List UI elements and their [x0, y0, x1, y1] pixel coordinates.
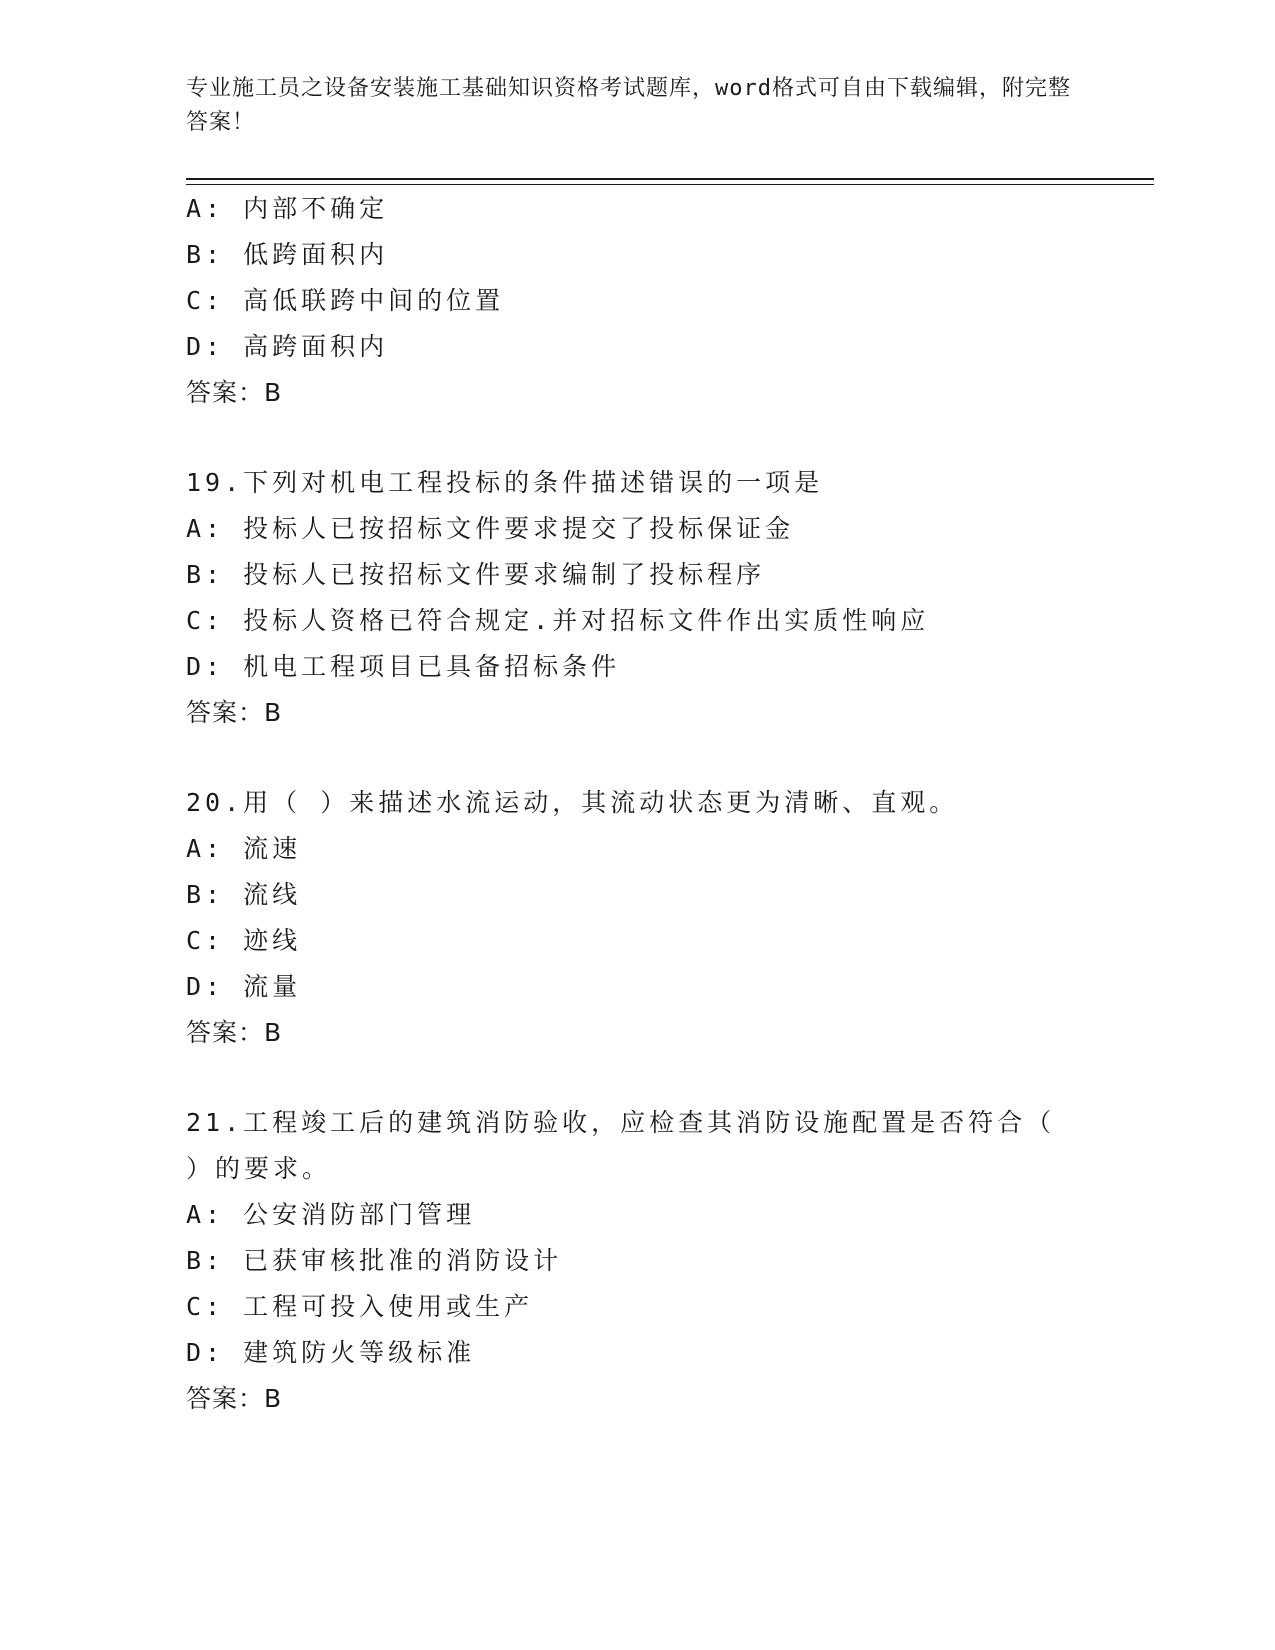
spacer	[186, 736, 1154, 780]
option-a: A: 公安消防部门管理	[186, 1200, 476, 1229]
answer-line: 答案：B	[186, 1384, 283, 1413]
option-c: C: 工程可投入使用或生产	[186, 1292, 534, 1321]
question-20	[186, 780, 1154, 1056]
question-21	[186, 1100, 1154, 1422]
document-header: 专业施工员之设备安装施工基础知识资格考试题库，word格式可自由下载编辑，附完整答案！	[186, 76, 1071, 135]
option-d: D: 建筑防火等级标准	[186, 1338, 476, 1367]
option-d: D: 机电工程项目已具备招标条件	[186, 652, 621, 681]
option-c: C: 迹线	[186, 926, 302, 955]
answer-line: 答案：B	[186, 1018, 283, 1047]
option-d: D: 高跨面积内	[186, 332, 389, 361]
question-text: 19.下列对机电工程投标的条件描述错误的一项是	[186, 468, 824, 497]
question-18	[186, 186, 1154, 416]
option-c: C: 投标人资格已符合规定.并对招标文件作出实质性响应	[186, 606, 930, 635]
option-b: B: 已获审核批准的消防设计	[186, 1246, 563, 1275]
header-divider-thin	[186, 184, 1154, 185]
option-d: D: 流量	[186, 972, 302, 1001]
answer-line: 答案：B	[186, 698, 283, 727]
option-a: A: 投标人已按招标文件要求提交了投标保证金	[186, 514, 795, 543]
answer-line: 答案：B	[186, 378, 283, 407]
option-b: B: 流线	[186, 880, 302, 909]
option-b: B: 低跨面积内	[186, 240, 389, 269]
option-b: B: 投标人已按招标文件要求编制了投标程序	[186, 560, 766, 589]
option-c: C: 高低联跨中间的位置	[186, 286, 505, 315]
spacer	[186, 1056, 1154, 1100]
question-text: 20.用（ ）来描述水流运动，其流动状态更为清晰、直观。	[186, 788, 959, 817]
option-a: A: 内部不确定	[186, 194, 389, 223]
question-19	[186, 460, 1154, 736]
header-divider	[186, 178, 1154, 180]
question-list	[186, 186, 1154, 1422]
question-text: 21.工程竣工后的建筑消防验收，应检查其消防设施配置是否符合（ ）的要求。	[186, 1108, 1056, 1183]
spacer	[186, 416, 1154, 460]
option-a: A: 流速	[186, 834, 302, 863]
